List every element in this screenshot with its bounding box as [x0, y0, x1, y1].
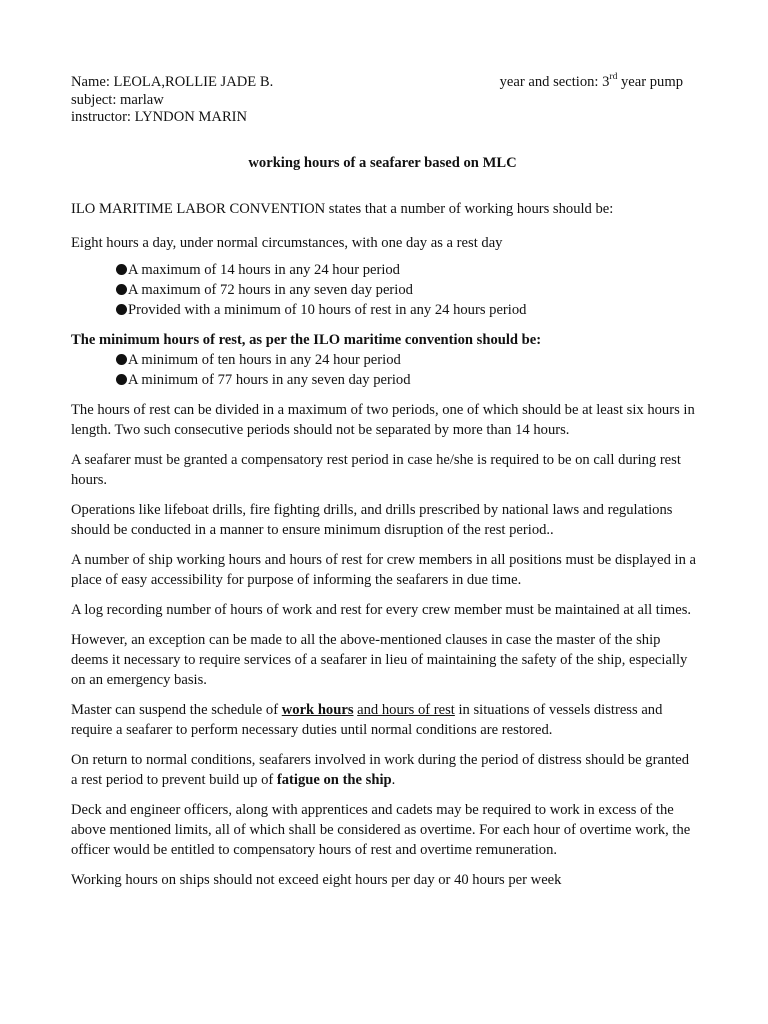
subject-line: subject: marlaw: [71, 92, 164, 108]
paragraph-compensatory-rest: A seafarer must be granted a compensatory rest period in case he/she is required to be on call during rest hours.: [71, 452, 681, 488]
bullet-dot-icon: [116, 354, 127, 365]
paragraph-drills: Operations like lifeboat drills, fire fighting drills, and drills prescribed by national laws and regulations should be conducted in a manner to ensure minimum disruption of the rest period..: [71, 502, 673, 538]
list-item: A maximum of 14 hours in any 24 hour period: [116, 260, 696, 280]
list-item: Provided with a minimum of 10 hours of rest in any 24 hours period: [116, 300, 696, 320]
document-page: [71, 72, 696, 890]
paragraph-log-recording: A log recording number of hours of work and rest for every crew member must be maintained at all times.: [71, 602, 692, 618]
rest-heading: The minimum hours of rest, as per the ILO maritime convention should be:: [71, 332, 542, 348]
paragraph-exception: However, an exception can be made to all the above-mentioned clauses in case the master of the ship deems it necessary to require services of a seafarer in lieu of maintaining the safety of the ship, especially on an emergency basis.: [71, 632, 688, 688]
year-suffix: year pump: [617, 74, 683, 90]
document-title: working hours of a seafarer based on MLC: [248, 155, 517, 171]
year-and-section: [500, 72, 683, 92]
bullet-dot-icon: [116, 374, 127, 385]
student-name: Name: LEOLA,ROLLIE JADE B.: [71, 74, 274, 90]
bullet-dot-icon: [116, 284, 127, 295]
list-item: A minimum of ten hours in any 24 hour period: [116, 350, 696, 370]
paragraph-overtime: Deck and engineer officers, along with apprentices and cadets may be required to work in excess of the above mentioned limits, all of which shall be considered as overtime. For each hour of overtime work, the officer would be entitled to compensatory hours of rest and overtime remuneration.: [71, 802, 691, 858]
list-item: A minimum of 77 hours in any seven day period: [116, 370, 696, 390]
instructor-line: instructor: LYNDON MARIN: [71, 109, 248, 125]
work-hours-list: [71, 260, 696, 320]
paragraph-rest-division: The hours of rest can be divided in a maximum of two periods, one of which should be at least six hours in length. Two such consecutive periods should not be separated by more than 14 hours.: [71, 402, 695, 438]
intro-paragraph: ILO MARITIME LABOR CONVENTION states that a number of working hours should be:: [71, 201, 614, 217]
paragraph-working-hours-limit: Working hours on ships should not exceed eight hours per day or 40 hours per week: [71, 872, 562, 888]
hours-of-rest-link[interactable]: and hours of rest: [357, 702, 455, 718]
bullet-dot-icon: [116, 264, 127, 275]
year-prefix: year and section: 3: [499, 74, 610, 90]
work-hours-link[interactable]: work hours: [281, 702, 354, 718]
year-superscript: rd: [609, 72, 618, 83]
paragraph-display-hours: A number of ship working hours and hours of rest for crew members in all positions must be displayed in a place of easy accessibility for purpose of informing the seafarers in due time.: [71, 552, 696, 588]
header-row: [71, 72, 696, 92]
lead-paragraph: Eight hours a day, under normal circumstances, with one day as a rest day: [71, 235, 503, 251]
paragraph-master-suspend: Master can suspend the schedule of work hours and hours of rest in situations of vessels distress and require a seafarer to perform necessary duties until normal conditions are restored.: [71, 702, 663, 738]
paragraph-return-normal: On return to normal conditions, seafarers involved in work during the period of distress should be granted a rest period to prevent build up of fatigue on the ship.: [71, 752, 690, 788]
rest-hours-list: [71, 350, 696, 390]
list-item: A maximum of 72 hours in any seven day period: [116, 280, 696, 300]
fatigue-link[interactable]: fatigue on the ship: [276, 772, 392, 788]
bullet-dot-icon: [116, 304, 127, 315]
